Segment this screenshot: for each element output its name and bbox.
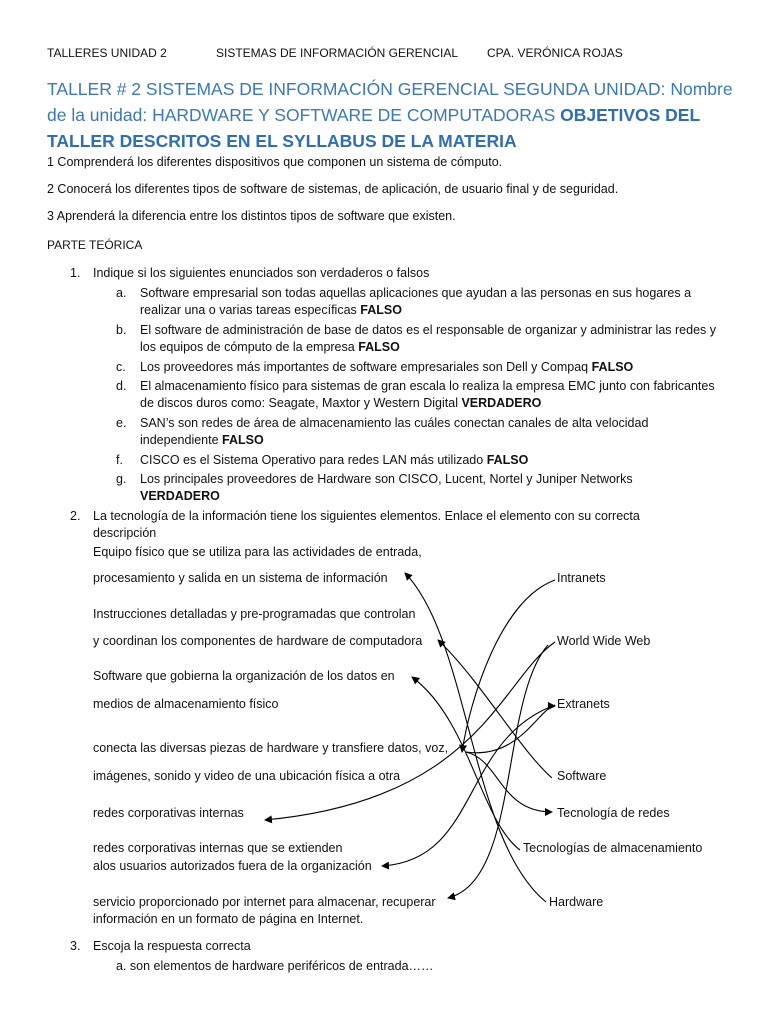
q3-sub-a: a. son elementos de hardware periféricos de entrada…… [116, 959, 434, 973]
left-desc-2: procesamiento y salida en un sistema de información [93, 571, 388, 585]
left-desc-3: Instrucciones detalladas y pre-programadas que controlan [93, 607, 416, 621]
q3-text: Escoja la respuesta correcta [93, 939, 251, 953]
section-title: PARTE TEÓRICA [47, 238, 143, 252]
item-answer: FALSO [591, 360, 634, 374]
left-desc-8: imágenes, sonido y video de una ubicación física a otra [93, 769, 401, 783]
item-letter: g. [116, 472, 127, 486]
arrow-servicio [448, 645, 548, 898]
right-term-extranets: Extranets [557, 697, 610, 711]
right-term-intranets: Intranets [557, 571, 606, 585]
left-desc-13: información en un formato de página en Internet. [93, 912, 364, 926]
item-answer: FALSO [486, 453, 529, 467]
q2-text-line2: descripción [93, 526, 157, 540]
item-text: SAN’s son redes de área de almacenamiento las cuáles conectan canales de alta velocidad independiente [140, 416, 649, 447]
header-right: CPA. VERÓNICA ROJAS [487, 46, 623, 60]
item-text: El software de administración de base de datos es el responsable de organizar y administrar las redes y los equipos de cómputo de la empresa [140, 323, 717, 354]
item-letter: b. [116, 323, 127, 337]
q1-text: Indique si los siguientes enunciados son verdaderos o falsos [93, 266, 430, 280]
item-letter: a. [116, 286, 127, 300]
item-letter: d. [116, 379, 127, 393]
arrow-hardware [405, 573, 546, 902]
left-desc-4: y coordinan los componentes de hardware de computadora [93, 634, 423, 648]
left-desc-10: redes corporativas internas que se extienden [93, 841, 343, 855]
item-letter: f. [116, 453, 123, 467]
q1-number: 1. [70, 266, 81, 280]
title-text: TALLER # 2 SISTEMAS DE INFORMACIÓN GERENCIAL SEGUNDA UNIDAD: Nombre de la unidad: HARDWARE Y SOFTWARE DE COMPUTADORAS [47, 79, 733, 125]
header-left: TALLERES UNIDAD 2 [47, 46, 167, 60]
left-desc-5: Software que gobierna la organización de los datos en [93, 669, 395, 683]
item-text: Los proveedores más importantes de software empresariales son Dell y Compaq [140, 360, 592, 374]
q2-number: 2. [70, 509, 81, 523]
left-desc-7: conecta las diversas piezas de hardware y transfiere datos, voz, [93, 741, 449, 755]
q2-text-line1: La tecnología de la información tiene los siguientes elementos. Enlace el elemento con su correcta [93, 509, 640, 523]
left-desc-9: redes corporativas internas [93, 806, 244, 820]
item-letter: e. [116, 416, 127, 430]
left-desc-1: Equipo físico que se utiliza para las actividades de entrada, [93, 545, 422, 559]
item-text: El almacenamiento físico para sistemas de gran escala lo realiza la empresa EMC junto con fabricantes de discos duros como: Seagate, Maxtor y Western Digital [140, 379, 715, 410]
q3-number: 3. [70, 939, 81, 953]
item-text: Software empresarial son todas aquellas aplicaciones que ayudan a las personas en sus hogares a realizar una o varias tareas específicas [140, 286, 692, 317]
item-answer: VERDADERO [140, 489, 220, 503]
left-desc-11: alos usuarios autorizados fuera de la organización [93, 859, 372, 873]
item-text: Los principales proveedores de Hardware son CISCO, Lucent, Nortel y Juniper Networks [140, 472, 633, 486]
objective-1: 1 Comprenderá los diferentes dispositivos que componen un sistema de cómputo. [47, 155, 503, 169]
objective-3: 3 Aprenderá la diferencia entre los distintos tipos de software que existen. [47, 209, 456, 223]
item-letter: c. [116, 360, 126, 374]
right-term-software: Software [557, 769, 607, 783]
item-answer: FALSO [358, 340, 400, 354]
item-text: CISCO es el Sistema Operativo para redes LAN más utilizado [140, 453, 487, 467]
right-term-network-tech: Tecnología de redes [557, 806, 670, 820]
arrow-storage [412, 677, 520, 850]
item-answer: VERDADERO [461, 396, 542, 410]
right-term-storage-tech: Tecnologías de almacenamiento [523, 841, 703, 855]
right-term-www: World Wide Web [557, 634, 651, 648]
right-term-hardware: Hardware [549, 895, 604, 909]
item-answer: FALSO [360, 303, 402, 317]
title-bold: OBJETIVOS DEL TALLER DESCRITOS EN EL SYLLABUS DE LA MATERIA [47, 105, 700, 151]
item-answer: FALSO [222, 433, 264, 447]
left-desc-12: servicio proporcionado por internet para almacenar, recuperar [93, 895, 436, 909]
left-desc-6: medios de almacenamiento físico [93, 697, 279, 711]
objective-2: 2 Conocerá los diferentes tipos de software de sistemas, de aplicación, de usuario final y de seguridad. [47, 182, 619, 196]
header-center: SISTEMAS DE INFORMACIÓN GERENCIAL [216, 46, 459, 60]
